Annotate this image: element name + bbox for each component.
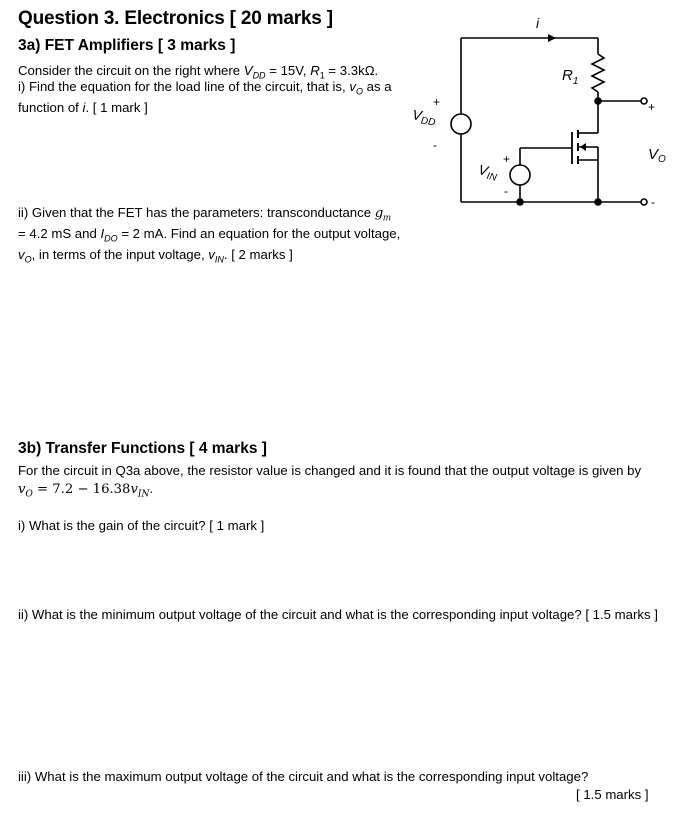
question-title: Question 3. Electronics [ 20 marks ]	[18, 8, 333, 29]
output-minus-sign: -	[651, 195, 655, 209]
vin-label: $V_{IN}$	[476, 161, 498, 184]
resistor-r1	[592, 54, 604, 92]
part-a-question-i: i) Find the equation for the load line of the circuit, that is, $v_O$ as a function of i. [ 1 mark ]	[18, 79, 392, 116]
resistor-label: $R_1$	[562, 67, 579, 87]
part-b-equation: $v_O = 7.2 - 16.38v_{IN}$.	[18, 481, 153, 500]
current-label: i	[536, 15, 540, 31]
fet-amplifier-circuit	[400, 8, 670, 213]
part-b-intro: For the circuit in Q3a above, the resistor value is changed and it is found that the output voltage is given by	[18, 463, 642, 478]
part-b-question-iii-marks: [ 1.5 marks ]	[576, 787, 649, 802]
vdd-minus: -	[433, 138, 437, 152]
vin-source	[510, 165, 530, 185]
vin-minus: -	[504, 184, 508, 198]
part-a-intro: Consider the circuit on the right where $V_{DD} = 15V$, $R_1 = 3.3k\Omega$.	[18, 63, 379, 81]
part-b-question-i: i) What is the gain of the circuit? [ 1 mark ]	[18, 518, 265, 533]
bottom-node-source	[595, 199, 601, 205]
output-minus-terminal	[641, 199, 647, 205]
part-b-question-ii: ii) What is the minimum output voltage of the circuit and what is the corresponding input voltage? [ 1.5 marks ]	[18, 607, 658, 622]
vdd-plus: +	[433, 95, 441, 109]
bottom-node-vin	[517, 199, 523, 205]
vo-label: $V_O$	[648, 146, 666, 165]
current-arrow	[548, 34, 556, 42]
output-plus-sign: +	[648, 100, 656, 114]
vdd-label: $V_{DD}$	[411, 106, 436, 129]
part-a-heading: 3a) FET Amplifiers [ 3 marks ]	[18, 37, 236, 54]
output-plus-terminal	[641, 98, 647, 104]
part-b-heading: 3b) Transfer Functions [ 4 marks ]	[18, 440, 267, 457]
vdd-source	[451, 114, 471, 134]
fet-arrow	[580, 143, 586, 151]
part-a-question-ii: ii) Given that the FET has the parameters: transconductance $g_m$ = 4.2 mS and $I_{DO} = 2$ mA. Find an equation for the output voltage, $v_O$, in terms of the input voltage, $v_{IN}$. [ 2 marks ]	[18, 205, 401, 265]
part-b-question-iii: iii) What is the maximum output voltage of the circuit and what is the corresponding input voltage?	[18, 769, 589, 784]
vin-plus: +	[503, 152, 511, 166]
